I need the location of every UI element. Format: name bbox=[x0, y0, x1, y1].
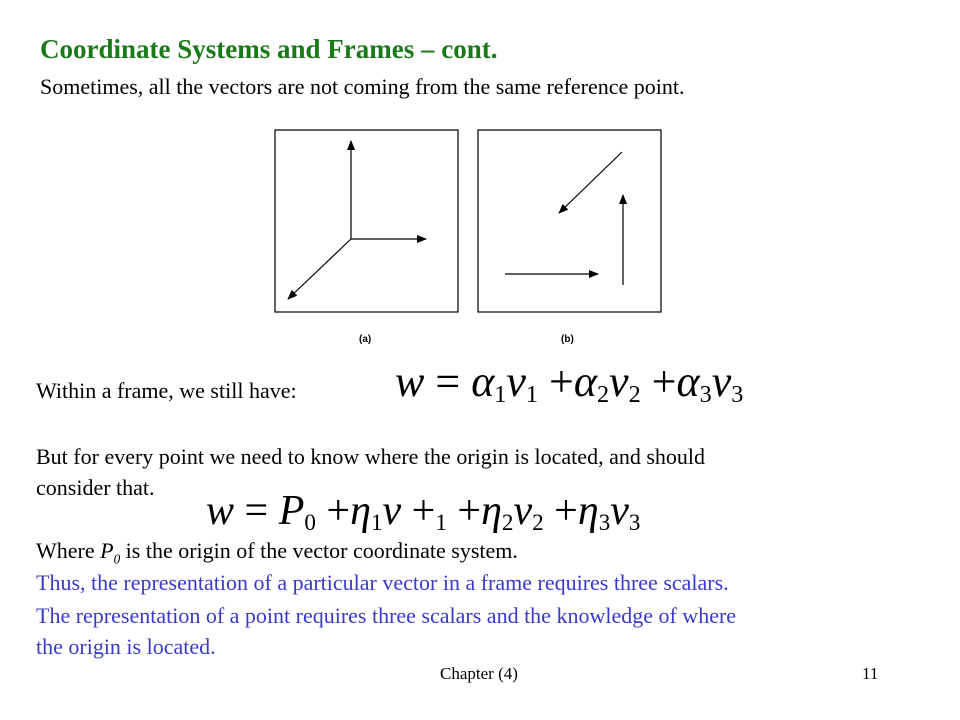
point-representation-text-cont: the origin is located. bbox=[36, 634, 216, 659]
equation-point: w = P0 +η1v +1 +η2v2 +η3v3 bbox=[206, 488, 641, 535]
equation-frame: w = α1v1 +α2v2 +α3v3 bbox=[395, 357, 744, 409]
where-text: Where $P_0$ is the origin of the vector coordinate system. bbox=[36, 538, 518, 567]
vector-representation-text: Thus, the representation of a particular vector in a frame requires three scalars. bbox=[36, 570, 729, 595]
footer-chapter: Chapter (4) bbox=[440, 664, 518, 683]
panel-a-vector-diagonal bbox=[288, 239, 351, 299]
vectors-figure bbox=[270, 127, 670, 347]
panel-a-label: (a) bbox=[359, 334, 372, 345]
panel-b-vector-diagonal bbox=[559, 152, 622, 213]
frame-text: Within a frame, we still have: bbox=[36, 378, 297, 403]
point-representation-text: The representation of a point requires three scalars and the knowledge of where bbox=[36, 603, 737, 628]
slide-title: Coordinate Systems and Frames – cont. bbox=[40, 34, 498, 64]
origin-paragraph-line2: consider that. bbox=[36, 475, 155, 500]
panel-b-frame bbox=[478, 130, 661, 312]
panel-b-label: (b) bbox=[561, 334, 574, 345]
origin-paragraph-line1: But for every point we need to know where the origin is located, and should bbox=[36, 444, 706, 469]
slide-subtitle: Sometimes, all the vectors are not coming from the same reference point. bbox=[40, 74, 685, 99]
page-number: 11 bbox=[862, 664, 879, 683]
